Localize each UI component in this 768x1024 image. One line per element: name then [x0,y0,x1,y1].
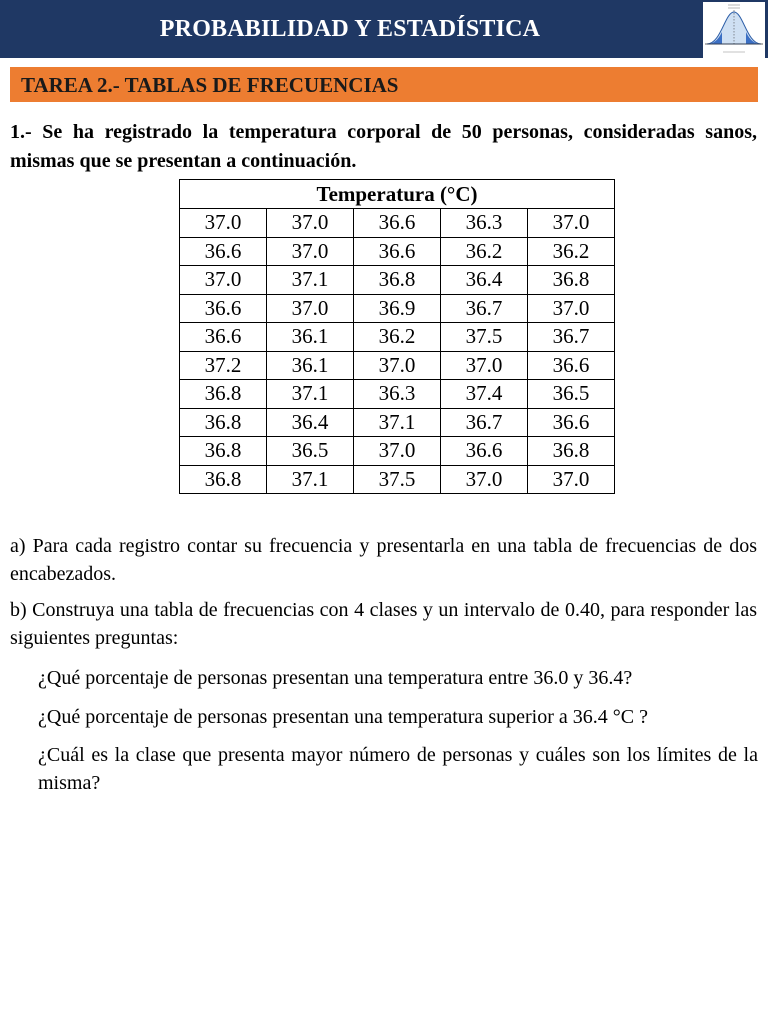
table-cell: 36.1 [267,323,354,352]
table-cell: 37.2 [180,351,267,380]
table-cell: 36.2 [354,323,441,352]
table-cell: 37.0 [180,209,267,238]
table-cell: 36.6 [180,294,267,323]
table-cell: 36.6 [354,237,441,266]
table-cell: 36.7 [528,323,615,352]
table-cell: 36.6 [528,351,615,380]
table-cell: 37.1 [267,380,354,409]
table-cell: 36.2 [528,237,615,266]
table-cell: 37.0 [528,465,615,494]
table-cell: 36.1 [267,351,354,380]
table-row [180,294,615,323]
table-cell: 37.4 [441,380,528,409]
temperature-table [179,179,615,494]
task-bar [10,67,758,102]
table-row [180,465,615,494]
table-cell: 37.0 [180,266,267,295]
table-cell: 37.0 [267,237,354,266]
table-row [180,323,615,352]
table-cell: 36.3 [354,380,441,409]
header-bar [0,0,768,58]
table-cell: 36.8 [180,465,267,494]
table-cell: 37.1 [354,408,441,437]
part-b-text: b) Construya una tabla de frecuencias con 4 clases y un intervalo de 0.40, para responder las siguientes preguntas: [10,599,757,649]
table-cell: 37.5 [441,323,528,352]
table-cell: 36.8 [180,408,267,437]
table-cell: 36.6 [180,323,267,352]
table-body [180,209,615,494]
part-a-text: a) Para cada registro contar su frecuencia y presentarla en una tabla de frecuencias de dos encabezados. [10,535,757,585]
table-cell: 37.0 [528,209,615,238]
table-header: Temperatura (°C) [180,180,615,209]
table-row [180,237,615,266]
table-cell: 36.2 [441,237,528,266]
table-header-row [180,180,615,209]
table-cell: 36.5 [528,380,615,409]
table-cell: 36.8 [180,437,267,466]
task-title: TAREA 2.- TABLAS DE FRECUENCIAS [21,73,399,97]
question-1-text: 1.- Se ha registrado la temperatura corporal de 50 personas, consideradas sanos, mismas que se presentan a continuación. [10,121,757,172]
table-cell: 37.0 [354,437,441,466]
table-cell: 36.8 [354,266,441,295]
table-row [180,380,615,409]
question-b3: ¿Cuál es la clase que presenta mayor número de personas y cuáles son los límites de la misma? [38,744,758,794]
table-cell: 36.7 [441,294,528,323]
table-cell: 36.6 [528,408,615,437]
table-cell: 36.6 [354,209,441,238]
table-cell: 36.6 [180,237,267,266]
table-cell: 37.0 [354,351,441,380]
course-title: PROBABILIDAD Y ESTADÍSTICA [159,16,541,42]
table-row [180,266,615,295]
normal-distribution-icon [703,2,765,58]
table-cell: 37.0 [528,294,615,323]
table-cell: 37.0 [267,294,354,323]
table-cell: 36.4 [441,266,528,295]
table-cell: 37.1 [267,465,354,494]
table-cell: 37.0 [441,465,528,494]
table-cell: 36.3 [441,209,528,238]
table-row [180,209,615,238]
table-row [180,351,615,380]
question-b2: ¿Qué porcentaje de personas presentan una temperatura superior a 36.4 °C ? [38,706,648,728]
table-row [180,437,615,466]
table-cell: 37.0 [267,209,354,238]
table-cell: 36.9 [354,294,441,323]
table-cell: 36.7 [441,408,528,437]
table-cell: 36.4 [267,408,354,437]
table-cell: 36.5 [267,437,354,466]
table-cell: 36.8 [528,437,615,466]
table-cell: 37.5 [354,465,441,494]
question-b1: ¿Qué porcentaje de personas presentan una temperatura entre 36.0 y 36.4? [38,667,633,689]
table-row [180,408,615,437]
table-cell: 36.8 [180,380,267,409]
table-cell: 37.1 [267,266,354,295]
table-cell: 37.0 [441,351,528,380]
table-cell: 36.8 [528,266,615,295]
table-cell: 36.6 [441,437,528,466]
